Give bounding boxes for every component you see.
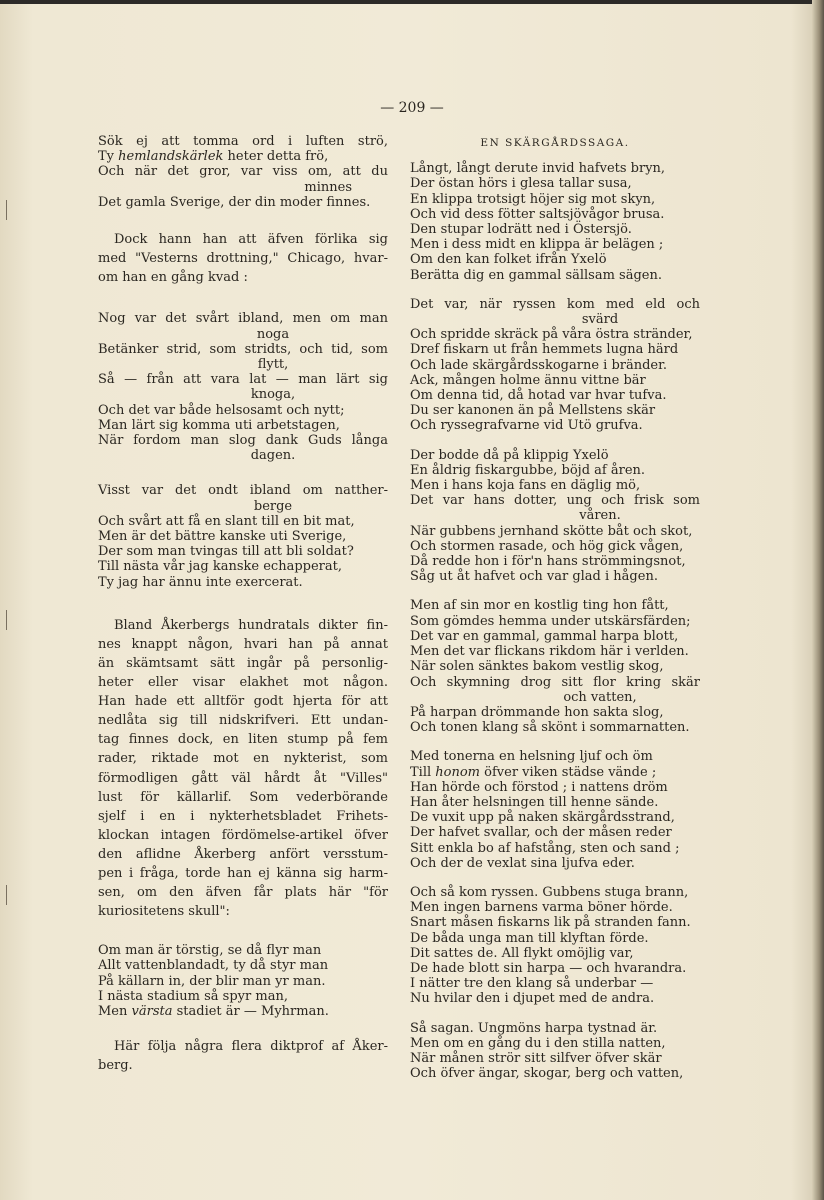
poem-stanza-7 [410, 1021, 700, 1082]
verse-line: Och det var både helsosamt och nytt; [98, 402, 345, 418]
verse-line: Visst var det ondt ibland om natther- [98, 483, 388, 499]
verse-line: Betänker strid, som stridts, och tid, som [98, 341, 388, 357]
verse-line: Han hörde och förstod ; i nattens dröm [410, 779, 668, 795]
verse-line: Såg ut åt hafvet och var glad i hågen. [410, 569, 658, 585]
prose-line: sen, om den äfven får plats här "för [98, 885, 388, 901]
verse-line: De hade blott sin harpa — och hvarandra. [410, 960, 687, 976]
prose-line: än skämtsamt sätt ingår på personlig- [98, 655, 388, 671]
prose-line: sjelf i en i nykterhetsbladet Frihets- [98, 808, 388, 824]
verse-line: Snart måsen fiskarns lik på stranden fann. [410, 915, 691, 931]
prose-line: kuriositetens skull": [98, 904, 230, 920]
page-edge-shadow [812, 0, 824, 1200]
verse-line: Du ser kanonen än på Mellstens skär [410, 403, 656, 419]
verse-line: Dit sattes de. All flykt omöjlig var, [410, 945, 634, 961]
prose-line: pen i fråga, torde han ej känna sig harm- [98, 865, 388, 881]
verse-line: När fordom man slog dank Guds långa [98, 432, 388, 448]
verse-line: Det var hans dotter, ung och frisk som [410, 493, 700, 509]
verse-line: Och der de vexlat sina ljufva eder. [410, 855, 635, 871]
prose-line: förmodligen gått väl hårdt åt "Villes" [98, 770, 388, 786]
verse-line: Sök ej att tomma ord i luften strö, [98, 134, 388, 149]
verse-line: Men om en gång du i den stilla natten, [410, 1035, 666, 1051]
verse-line: Man lärt sig komma uti arbetstagen, [98, 417, 340, 433]
verse-line: Men i hans koja fans en däglig mö, [410, 478, 641, 494]
verse-line: Men af sin mor en kostlig ting hon fått, [410, 598, 669, 614]
verse-line: Och så kom ryssen. Gubbens stuga brann, [410, 884, 689, 900]
verse-line: Men är det bättre kanske uti Sverige, [98, 528, 347, 544]
verse-stanza-4 [98, 943, 388, 1019]
top-border [0, 0, 824, 4]
prose-line: Bland Åkerbergs hundratals dikter fin- [114, 617, 388, 633]
verse-line: I nätter tre den klang så underbar — [410, 976, 654, 992]
verse-line: En klippa trotsigt höjer sig mot skyn, [410, 191, 656, 207]
verse-line: Nog var det svårt ibland, men om man [98, 311, 388, 327]
margin-mark [6, 885, 13, 905]
margin-mark [6, 610, 13, 630]
verse-line: Han åter helsningen till henne sände. [410, 794, 659, 810]
verse-line: Det var, när ryssen kom med eld och [410, 296, 700, 312]
prose-paragraph-2 [98, 616, 388, 922]
verse-line: Och spridde skräck på våra östra stränder, [410, 327, 693, 343]
verse-line: På harpan drömmande hon sakta slog, [410, 704, 664, 720]
prose-line: med "Vesterns drottning," Chicago, hvar- [98, 251, 388, 267]
poem-stanza-1 [410, 161, 700, 283]
prose-line: Dock hann han att äfven förlika sig [114, 232, 388, 248]
verse-line-overflow: knoga, [250, 387, 296, 403]
verse-line: Och stormen rasade, och hög gick vågen, [410, 538, 684, 554]
verse-line: Om den kan folket ifrån Yxelö [410, 252, 607, 268]
prose-line: berg. [98, 1058, 133, 1074]
poem-stanza-4 [410, 598, 700, 735]
verse-line: Ty hemlandskärlek heter detta frö, [98, 149, 329, 165]
verse-line: Långt, långt derute invid hafvets bryn, [410, 161, 666, 177]
verse-line: Dref fiskarn ut från hemmets lugna härd [410, 342, 679, 358]
verse-stanza-2 [98, 311, 388, 463]
prose-line: om han en gång kvad : [98, 270, 248, 286]
verse-line-overflow: berge [253, 498, 293, 514]
verse-line-overflow: dagen. [250, 448, 296, 464]
verse-stanza-1 [98, 134, 388, 210]
verse-line: När solen sänktes bakom vestlig skog, [410, 659, 664, 675]
verse-line-overflow: minnes [304, 179, 352, 195]
verse-line: Och öfver ängar, skogar, berg och vatten, [410, 1066, 684, 1082]
verse-line: Med tonerna en helsning ljuf och öm [410, 749, 653, 765]
prose-line: nes knappt någon, hvari han på annat [98, 636, 388, 652]
verse-line: Der hafvet svallar, och der måsen reder [410, 825, 672, 841]
verse-line: Så — från att vara lat — man lärt sig [98, 372, 388, 388]
prose-line: Han hade ett alltför godt hjerta för att [98, 694, 388, 710]
right-column [410, 136, 700, 1095]
verse-line: Till honom öfver viken städse vände ; [410, 764, 657, 780]
prose-line: nedlåta sig till nidskrifveri. Ett undan- [98, 713, 388, 729]
verse-line: Der bodde då på klippig Yxelö [410, 447, 609, 463]
verse-line: Och vid dess fötter saltsjövågor brusa. [410, 206, 665, 222]
poem-stanza-2 [410, 297, 700, 434]
verse-line: Till nästa vår jag kanske echapperat, [98, 559, 342, 575]
verse-line: Och tonen klang så skönt i sommarnatten. [410, 720, 690, 736]
verse-stanza-3 [98, 483, 388, 589]
italic-word: honom [435, 764, 481, 780]
verse-line-overflow: flytt, [257, 356, 289, 372]
verse-line: Den stupar lodrätt ned i Östersjö. [410, 222, 632, 238]
verse-line: Och lade skärgårdsskogarne i bränder. [410, 357, 668, 373]
verse-line: Der östan hörs i glesa tallar susa, [410, 176, 632, 192]
prose-line: heter eller visar elakhet mot någon. [98, 675, 388, 691]
prose-line: tag finnes dock, en liten stump på fem [98, 732, 388, 748]
verse-line: De båda unga man till klyftan förde. [410, 930, 649, 946]
verse-line: Ty jag har ännu inte exercerat. [98, 574, 303, 590]
verse-line: Och när det gror, var viss om, att du [98, 164, 388, 180]
verse-line-overflow: och vatten, [563, 689, 637, 705]
verse-line: Som gömdes hemma under utskärsfärden; [410, 613, 691, 629]
verse-line: Allt vattenblandadt, ty då styr man [98, 958, 329, 974]
prose-line: den aflidne Åkerberg anfört versstum- [98, 846, 388, 862]
verse-line: Ack, mången holme ännu vittne bär [410, 372, 646, 388]
poem-stanza-5 [410, 749, 700, 871]
verse-line: En åldrig fiskargubbe, böjd af åren. [410, 462, 646, 478]
italic-word: hemlandskärlek [118, 149, 224, 165]
prose-line: lust för källarlif. Som vederbörande [98, 789, 388, 805]
verse-line-overflow: våren. [579, 508, 621, 524]
verse-line: Då redde hon i för'n hans strömmingsnot, [410, 554, 686, 570]
margin-mark [6, 200, 13, 220]
prose-line: Här följa några flera diktprof af Åker- [114, 1039, 388, 1055]
verse-line: De vuxit upp på naken skärgårdsstrand, [410, 810, 675, 826]
verse-line: Nu hvilar den i djupet med de andra. [410, 991, 655, 1007]
verse-line: Sitt enkla bo af hafstång, sten och sand ; [410, 840, 680, 856]
verse-line: Det var en gammal, gammal harpa blott, [410, 628, 679, 644]
verse-line: När gubbens jernhand skötte båt och skot, [410, 523, 693, 539]
verse-line: Men ingen barnens varma böner hörde. [410, 900, 673, 916]
verse-line-overflow: svärd [581, 312, 619, 328]
verse-line: Men värsta stadiet är — Myhrman. [98, 1004, 329, 1020]
verse-line: Så sagan. Ungmöns harpa tystnad är. [410, 1020, 658, 1036]
verse-line: Om denna tid, då hotad var hvar tufva. [410, 388, 667, 404]
poem-title: EN SKÄRGÅRDSSAGA. [480, 137, 630, 149]
verse-line: Men i dess midt en klippa är belägen ; [410, 237, 664, 253]
prose-line: rader, riktade mot en nykterist, som [98, 751, 388, 767]
verse-line: Der som man tvingas till att bli soldat? [98, 544, 354, 560]
verse-line: I nästa stadium så spyr man, [98, 988, 288, 1004]
verse-line: När månen strör sitt silfver öfver skär [410, 1050, 662, 1066]
prose-paragraph-3 [98, 1037, 388, 1075]
verse-line: Och svårt att få en slant till en bit mat, [98, 513, 355, 529]
left-column [98, 134, 388, 1089]
italic-word: värsta [131, 1004, 173, 1020]
verse-line: Berätta dig en gammal sällsam sägen. [410, 267, 663, 283]
poem-stanza-3 [410, 448, 700, 585]
prose-line: klockan intagen fördömelse-artikel öfver [98, 827, 388, 843]
verse-line: Och skymning drog sitt flor kring skär [410, 674, 700, 690]
verse-line: Men det var flickans rikdom här i verlden. [410, 644, 689, 660]
verse-line: Om man är törstig, se då flyr man [98, 943, 322, 959]
verse-line: Och ryssegrafvarne vid Utö grufva. [410, 418, 643, 434]
verse-line: Det gamla Sverige, der din moder finnes. [98, 194, 371, 210]
page-number: — 209 — [380, 100, 444, 116]
poem-stanza-6 [410, 885, 700, 1007]
verse-line: På källarn in, der blir man yr man. [98, 973, 326, 989]
prose-paragraph-1 [98, 230, 388, 287]
verse-line-overflow: noga [256, 326, 290, 342]
